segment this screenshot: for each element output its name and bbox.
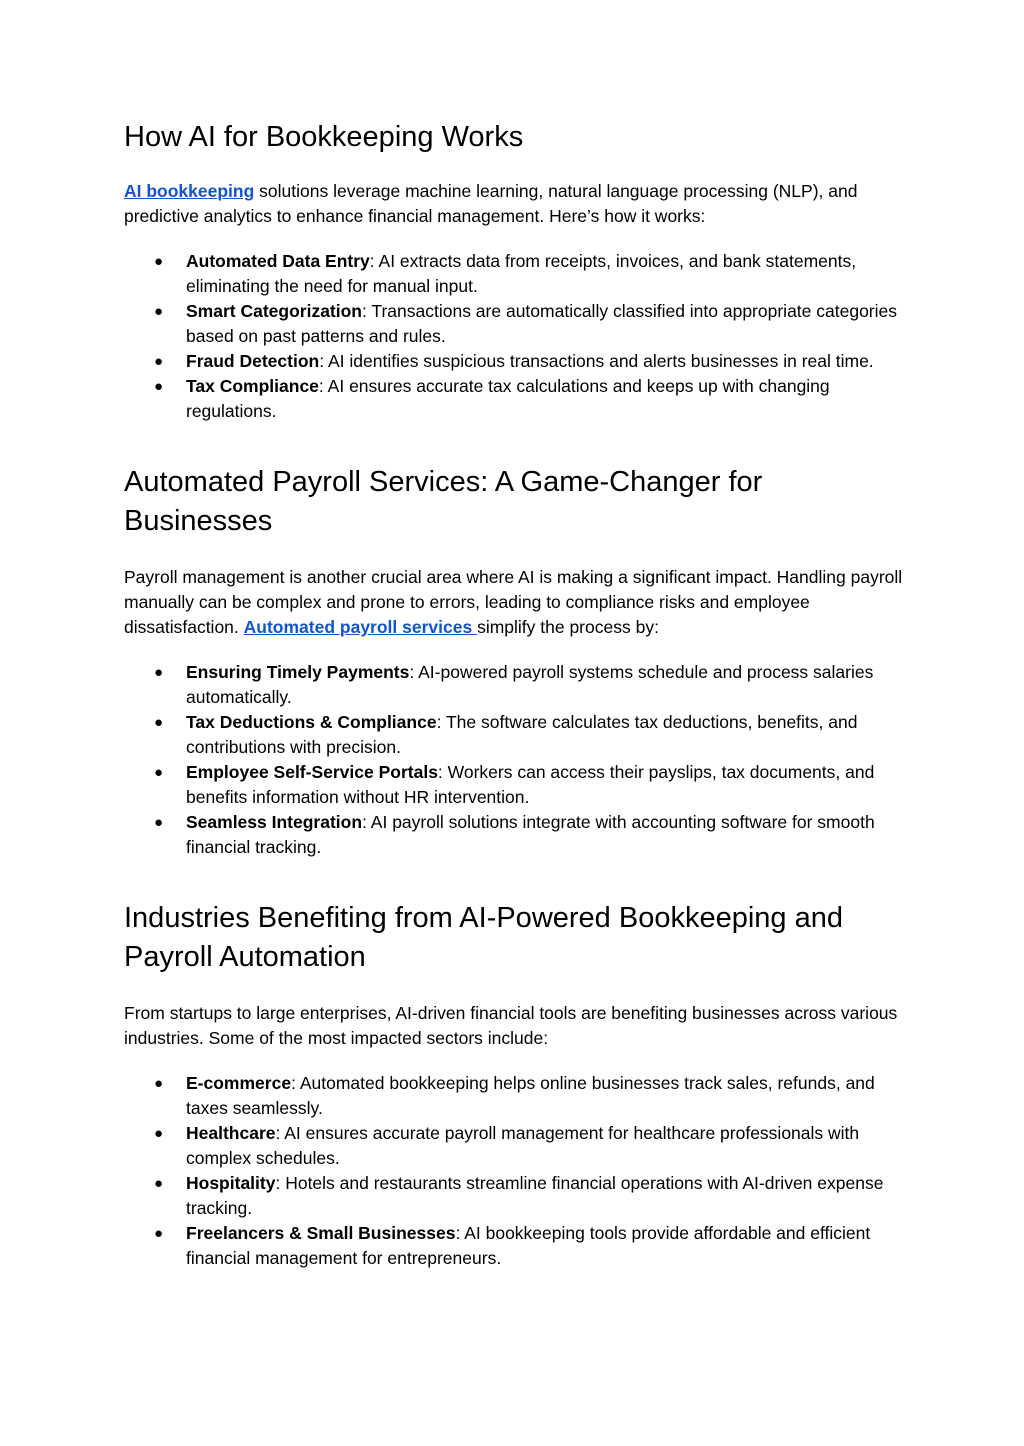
list-item [124,1171,904,1221]
bullet-icon: ● [154,1075,164,1092]
item-term: Seamless Integration [186,812,363,832]
item-term: Smart Categorization [186,301,362,321]
bullet-icon: ● [154,764,164,781]
bullet-icon: ● [154,1175,164,1192]
list-item [124,349,904,374]
item-text: : AI identifies suspicious transactions and alerts businesses in real time. [319,351,874,371]
section-automated-payroll-services [124,463,904,860]
list-item [124,1121,904,1171]
item-term: Automated Data Entry [186,251,370,271]
bullet-icon: ● [154,1125,164,1142]
item-text: : Automated bookkeeping helps online businesses track sales, refunds, and taxes seamlessly. [186,1073,875,1118]
intro-text-after: simplify the process by: [477,617,659,637]
bullet-list [124,249,904,424]
document-page [124,118,904,1271]
section-how-ai-bookkeeping-works [124,118,904,424]
item-text: : The software calculates tax deductions, benefits, and contributions with precision. [186,712,858,757]
item-term: Fraud Detection [186,351,320,371]
item-term: E-commerce [186,1073,292,1093]
item-text: : AI bookkeeping tools provide affordable and efficient financial management for entrepreneurs. [186,1223,871,1268]
item-term: Hospitality [186,1173,276,1193]
item-text: : Workers can access their payslips, tax documents, and benefits information without HR intervention. [186,762,875,807]
section-heading: Automated Payroll Services: A Game-Changer for Businesses [124,466,763,537]
list-item [124,810,904,860]
list-item [124,760,904,810]
intro-text: solutions leverage machine learning, natural language processing (NLP), and predictive analytics to enhance financial management. Here’s how it works: [124,181,858,226]
item-text: : AI ensures accurate payroll management for healthcare professionals with complex schedules. [186,1123,860,1168]
list-item [124,374,904,424]
section-heading: How AI for Bookkeeping Works [124,121,524,153]
intro-text: Payroll management is another crucial area where AI is making a significant impact. Handling payroll manually can be complex and prone to errors, leading to compliance risks and employee dissatisfaction. [124,567,903,637]
bullet-icon: ● [154,714,164,731]
item-term: Ensuring Timely Payments [186,662,410,682]
section-industries-benefiting [124,899,904,1271]
bullet-icon: ● [154,378,164,395]
section-heading: Industries Benefiting from AI-Powered Bookkeeping and Payroll Automation [124,902,843,973]
bullet-list [124,1071,904,1271]
item-text: : AI payroll solutions integrate with accounting software for smooth financial tracking. [186,812,875,857]
list-item [124,1221,904,1271]
bullet-icon: ● [154,253,164,270]
bullet-icon: ● [154,1225,164,1242]
section-intro: From startups to large enterprises, AI-driven financial tools are benefiting businesses across various industries. Some of the most impacted sectors include: [124,1003,898,1048]
bullet-icon: ● [154,353,164,370]
ai-bookkeeping-link[interactable]: AI bookkeeping [124,181,255,201]
list-item [124,249,904,299]
list-item [124,660,904,710]
bullet-icon: ● [154,664,164,681]
section-intro [124,179,904,229]
item-text: : Transactions are automatically classified into appropriate categories based on past patterns and rules. [186,301,897,346]
item-text: : AI ensures accurate tax calculations and keeps up with changing regulations. [186,376,830,421]
automated-payroll-services-link[interactable]: Automated payroll services [243,617,478,637]
item-text: : AI-powered payroll systems schedule and process salaries automatically. [186,662,874,707]
item-term: Tax Deductions & Compliance [186,712,437,732]
item-term: Healthcare [186,1123,276,1143]
item-term: Employee Self-Service Portals [186,762,438,782]
bullet-list [124,660,904,860]
bullet-icon: ● [154,303,164,320]
item-term: Tax Compliance [186,376,319,396]
list-item [124,299,904,349]
list-item [124,710,904,760]
item-term: Freelancers & Small Businesses [186,1223,456,1243]
list-item [124,1071,904,1121]
bullet-icon: ● [154,814,164,831]
item-text: : AI extracts data from receipts, invoices, and bank statements, eliminating the need for manual input. [186,251,857,296]
item-text: : Hotels and restaurants streamline financial operations with AI-driven expense tracking. [186,1173,884,1218]
section-intro [124,565,904,640]
